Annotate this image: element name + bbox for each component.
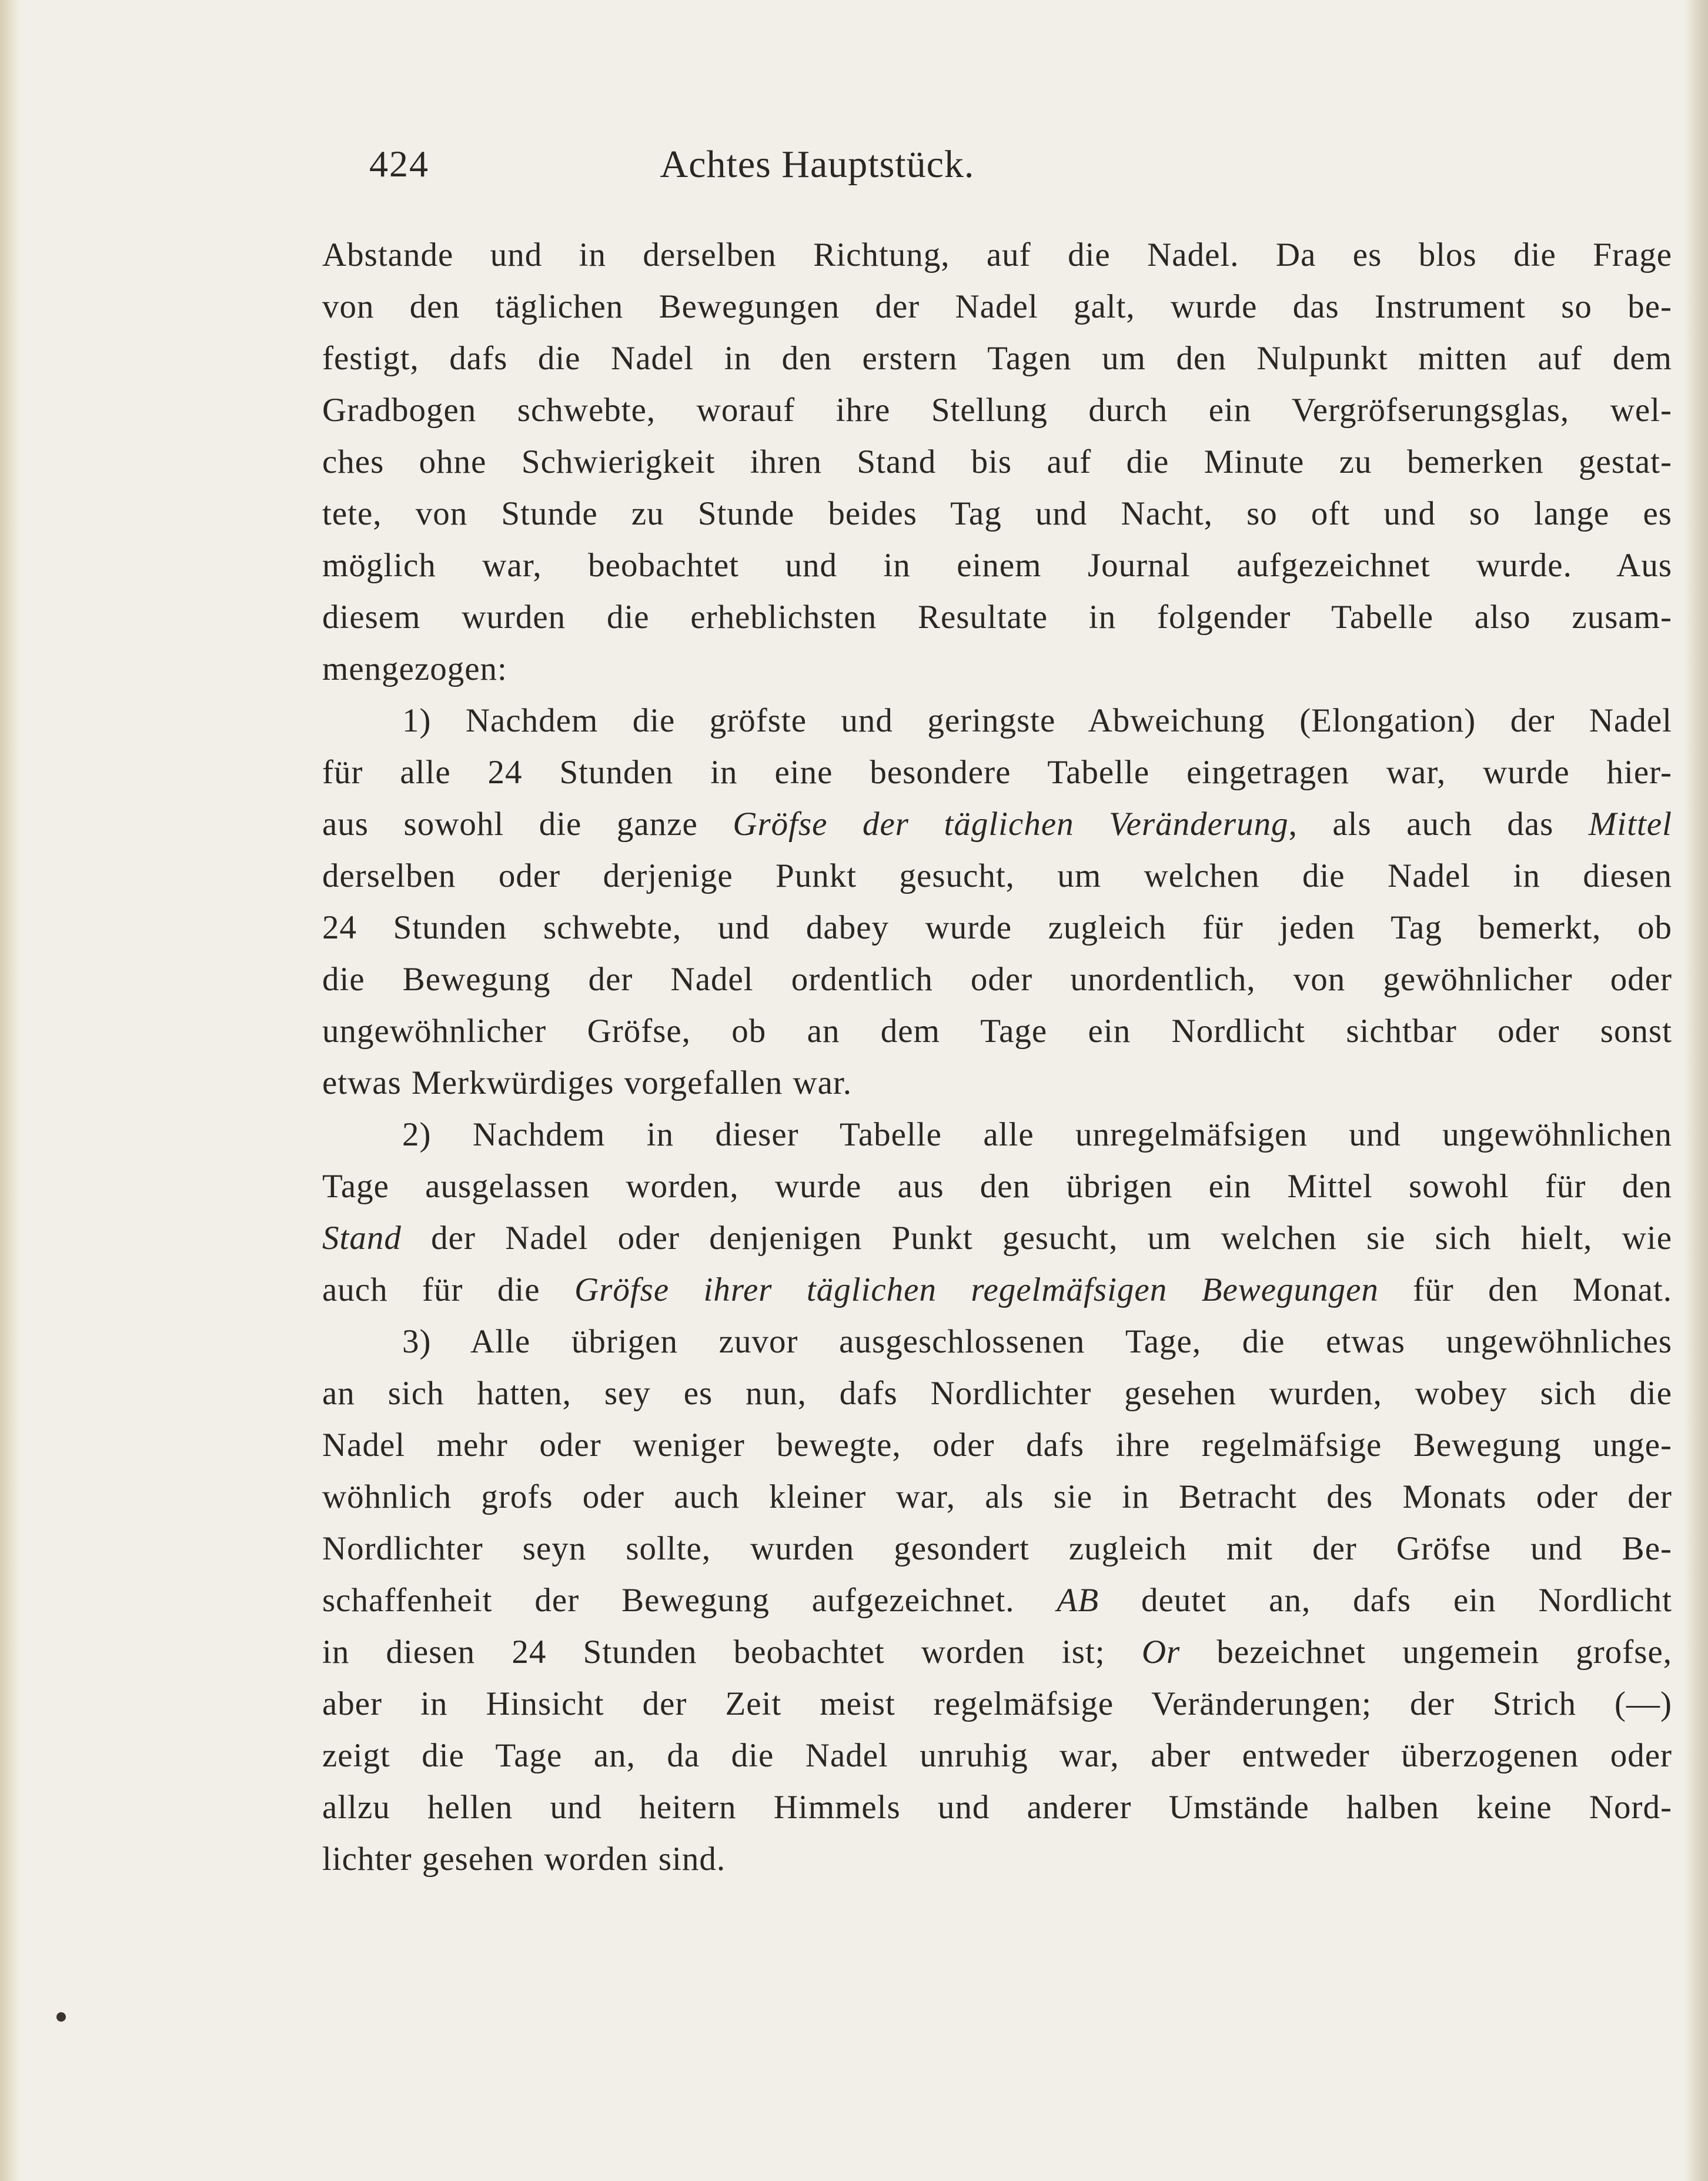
text-run: ungewöhnlicher Gröfse, ob an dem Tage ein Nordlicht sichtbar oder sonst (322, 1013, 1672, 1050)
running-head: Achtes Hauptstück. (660, 143, 975, 186)
text-line (322, 1213, 1672, 1264)
text-run: Nordlichter seyn sollte, wurden gesondert zugleich mit der Gröfse und Be- (322, 1530, 1672, 1567)
page-header (317, 129, 1199, 212)
italic-text: Or (1141, 1634, 1181, 1671)
text-line (322, 592, 1672, 643)
text-run: wöhnlich grofs oder auch kleiner war, als sie in Betracht des Monats oder der (322, 1478, 1672, 1515)
text-run: schaffenheit der Bewegung aufgezeichnet. (322, 1582, 1057, 1619)
italic-text: Stand (322, 1220, 402, 1257)
italic-text: Mittel (1588, 806, 1672, 843)
text-run: für alle 24 Stunden in eine besondere Tabelle eingetragen war, wurde hier- (322, 754, 1672, 791)
text-line (322, 1678, 1672, 1730)
text-line (322, 747, 1672, 799)
page-edge-right (1684, 0, 1708, 2181)
italic-text: Gröfse der täglichen Veränderung (733, 806, 1289, 843)
text-line (322, 540, 1672, 592)
text-run: tete, von Stunde zu Stunde beides Tag und Nacht, so oft und so lange es (322, 495, 1672, 532)
text-run: diesem wurden die erheblichsten Resultate in folgender Tabelle also zusam- (322, 599, 1672, 636)
text-line (322, 1471, 1672, 1523)
text-line (322, 1782, 1672, 1833)
text-run: derselben oder derjenige Punkt gesucht, um welchen die Nadel in diesen (322, 857, 1672, 894)
text-line (322, 1626, 1672, 1678)
text-line (322, 1057, 1672, 1109)
text-run: möglich war, beobachtet und in einem Journal aufgezeichnet wurde. Aus (322, 547, 1672, 584)
text-line (322, 695, 1672, 747)
text-run: 24 Stunden schwebte, und dabey wurde zugleich für jeden Tag bemerkt, ob (322, 909, 1672, 946)
text-run: lichter gesehen worden sind. (322, 1841, 726, 1878)
text-line (322, 229, 1672, 281)
text-run: 3) Alle übrigen zuvor ausgeschlossenen Tage, die etwas ungewöhnliches (402, 1323, 1672, 1360)
text-run: Tage ausgelassen worden, wurde aus den übrigen ein Mittel sowohl für den (322, 1168, 1672, 1205)
text-run: etwas Merkwürdiges vorgefallen war. (322, 1064, 853, 1101)
text-run: die Bewegung der Nadel ordentlich oder unordentlich, von gewöhnlicher oder (322, 961, 1672, 998)
text-line (322, 281, 1672, 333)
text-run: 1) Nachdem die gröfste und geringste Abweichung (Elongation) der Nadel (402, 702, 1672, 739)
text-run: an sich hatten, sey es nun, dafs Nordlichter gesehen wurden, wobey sich die (322, 1375, 1672, 1412)
italic-text: AB (1057, 1582, 1099, 1619)
text-run: der Nadel oder denjenigen Punkt gesucht, um welchen sie sich hielt, wie (401, 1220, 1672, 1257)
text-line (322, 1368, 1672, 1420)
text-run: mengezogen: (322, 650, 507, 687)
text-run: in diesen 24 Stunden beobachtet worden ist; (322, 1634, 1142, 1671)
text-run: Abstande und in derselben Richtung, auf die Nadel. Da es blos die Frage (322, 236, 1672, 273)
text-line (322, 1730, 1672, 1782)
text-line (322, 1523, 1672, 1575)
text-run: zeigt die Tage an, da die Nadel unruhig war, aber entweder überzogenen oder (322, 1737, 1672, 1774)
text-run: aus sowohl die ganze (322, 806, 733, 843)
text-run: für den Monat. (1378, 1271, 1672, 1308)
text-run: von den täglichen Bewegungen der Nadel galt, wurde das Instrument so be- (322, 288, 1672, 325)
text-line (322, 488, 1672, 540)
page-number: 424 (369, 143, 429, 185)
body-text (322, 229, 1672, 1885)
text-run: auch für die (322, 1271, 574, 1308)
text-run: allzu hellen und heitern Himmels und anderer Umstände halben keine Nord- (322, 1789, 1672, 1826)
text-line (322, 436, 1672, 488)
text-line (322, 1161, 1672, 1213)
text-run: ches ohne Schwierigkeit ihren Stand bis auf die Minute zu bemerken gestat- (322, 443, 1672, 480)
text-line (322, 799, 1672, 850)
text-line (322, 1316, 1672, 1368)
text-run: festigt, dafs die Nadel in den erstern Tagen um den Nulpunkt mitten auf dem (322, 340, 1672, 377)
text-run: 2) Nachdem in dieser Tabelle alle unregelmäfsigen und ungewöhnlichen (402, 1116, 1672, 1153)
ink-spot (56, 2012, 66, 2022)
text-line (322, 1833, 1672, 1885)
text-line (322, 1575, 1672, 1626)
text-line (322, 902, 1672, 954)
text-line (322, 1264, 1672, 1316)
text-run: Nadel mehr oder weniger bewegte, oder dafs ihre regelmäfsige Bewegung unge- (322, 1427, 1672, 1464)
italic-text: Gröfse ihrer täglichen regelmäfsigen Bewegungen (574, 1271, 1379, 1308)
text-line (322, 643, 1672, 695)
text-run: Gradbogen schwebte, worauf ihre Stellung durch ein Vergröfserungsglas, wel- (322, 392, 1672, 429)
text-run: aber in Hinsicht der Zeit meist regelmäfsige Veränderungen; der Strich (—) (322, 1685, 1672, 1722)
text-line (322, 1420, 1672, 1471)
text-line (322, 333, 1672, 385)
text-line (322, 850, 1672, 902)
text-line (322, 1109, 1672, 1161)
page-edge-left (0, 0, 20, 2181)
text-line (322, 1006, 1672, 1057)
text-run: deutet an, dafs ein Nordlicht (1099, 1582, 1672, 1619)
text-run: , als auch das (1288, 806, 1589, 843)
text-line (322, 385, 1672, 436)
text-run: bezeichnet ungemein grofse, (1180, 1634, 1672, 1671)
text-line (322, 954, 1672, 1006)
